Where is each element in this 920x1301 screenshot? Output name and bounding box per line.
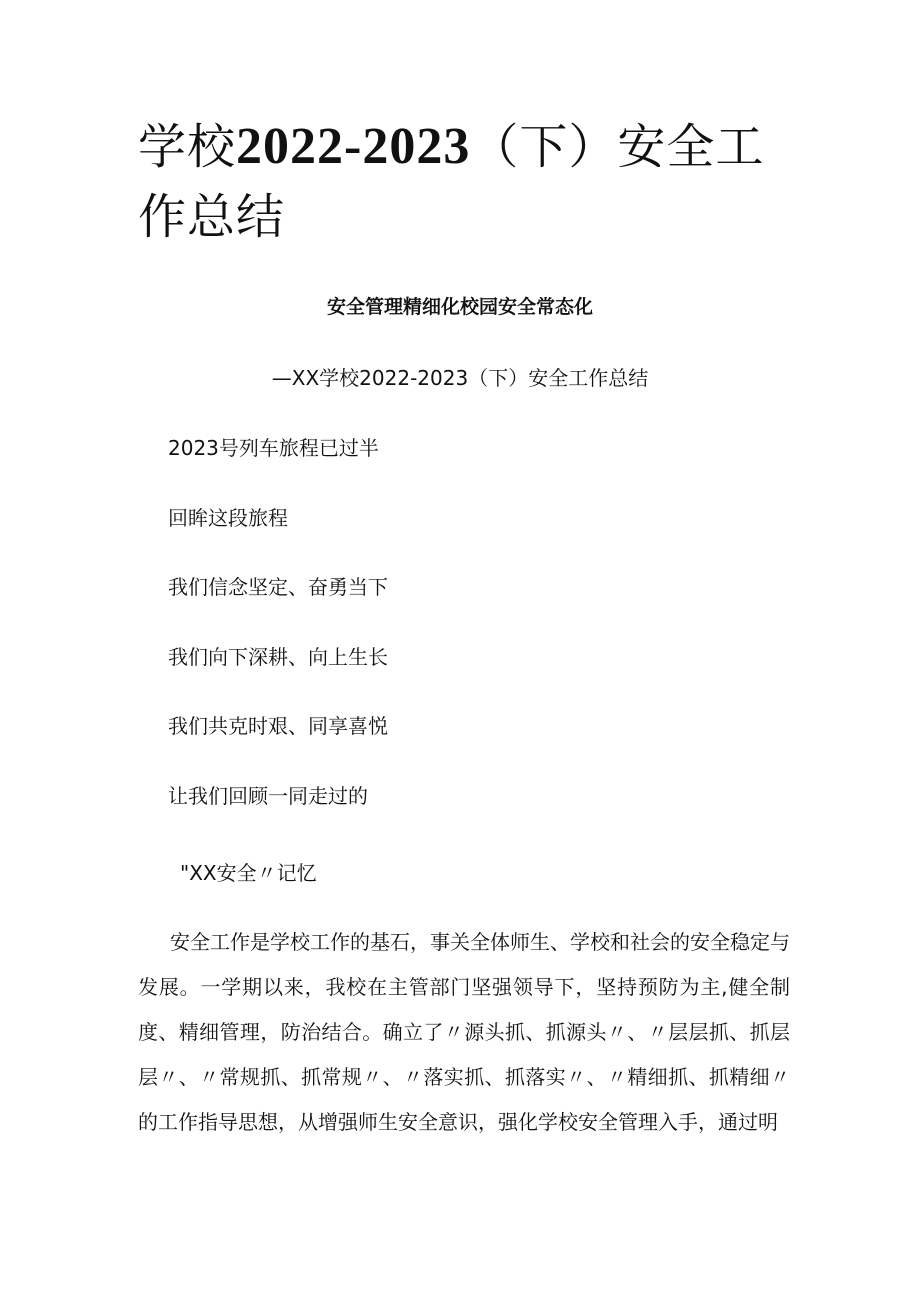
title-part-year: 2022-2023 (236, 118, 471, 175)
verse-line: 我们向下深耕、向上生长 (168, 645, 388, 669)
subtitle-main: 安全管理精细化校园安全常态化 (326, 296, 593, 318)
verse-line: 2023号列车旅程已过半 (168, 436, 379, 460)
body-paragraph: 安全工作是学校工作的基石，事关全体师生、学校和社会的安全稳定与发展。一学期以来，我校在主管部门坚强领导下，坚持预防为主,健全制度、精细管理，防治结合。确立了〃源头抓、抓源头〃、〃层层抓、抓层层〃、〃常规抓、抓常规〃、〃落实抓、抓落实〃、〃精细抓、抓精细〃的工作指导思想，从增强师生安全意识，强化学校安全管理入手，通过明 (138, 930, 790, 1134)
title-part-school: 学校 (138, 119, 237, 175)
memory-line: "XX安全〃记忆 (180, 861, 317, 885)
verse-line: 回眸这段旅程 (168, 506, 288, 530)
document-title (138, 112, 788, 252)
verse-line: 让我们回顾一同走过的 (168, 784, 368, 808)
verse-line: 我们信念坚定、奋勇当下 (168, 575, 388, 599)
subtitle-sub: —XX学校2022-2023（下）安全工作总结 (271, 366, 649, 390)
title-part-rest: （下）安全工作总结 (138, 119, 765, 245)
verse-line: 我们共克时艰、同享喜悦 (168, 714, 388, 738)
